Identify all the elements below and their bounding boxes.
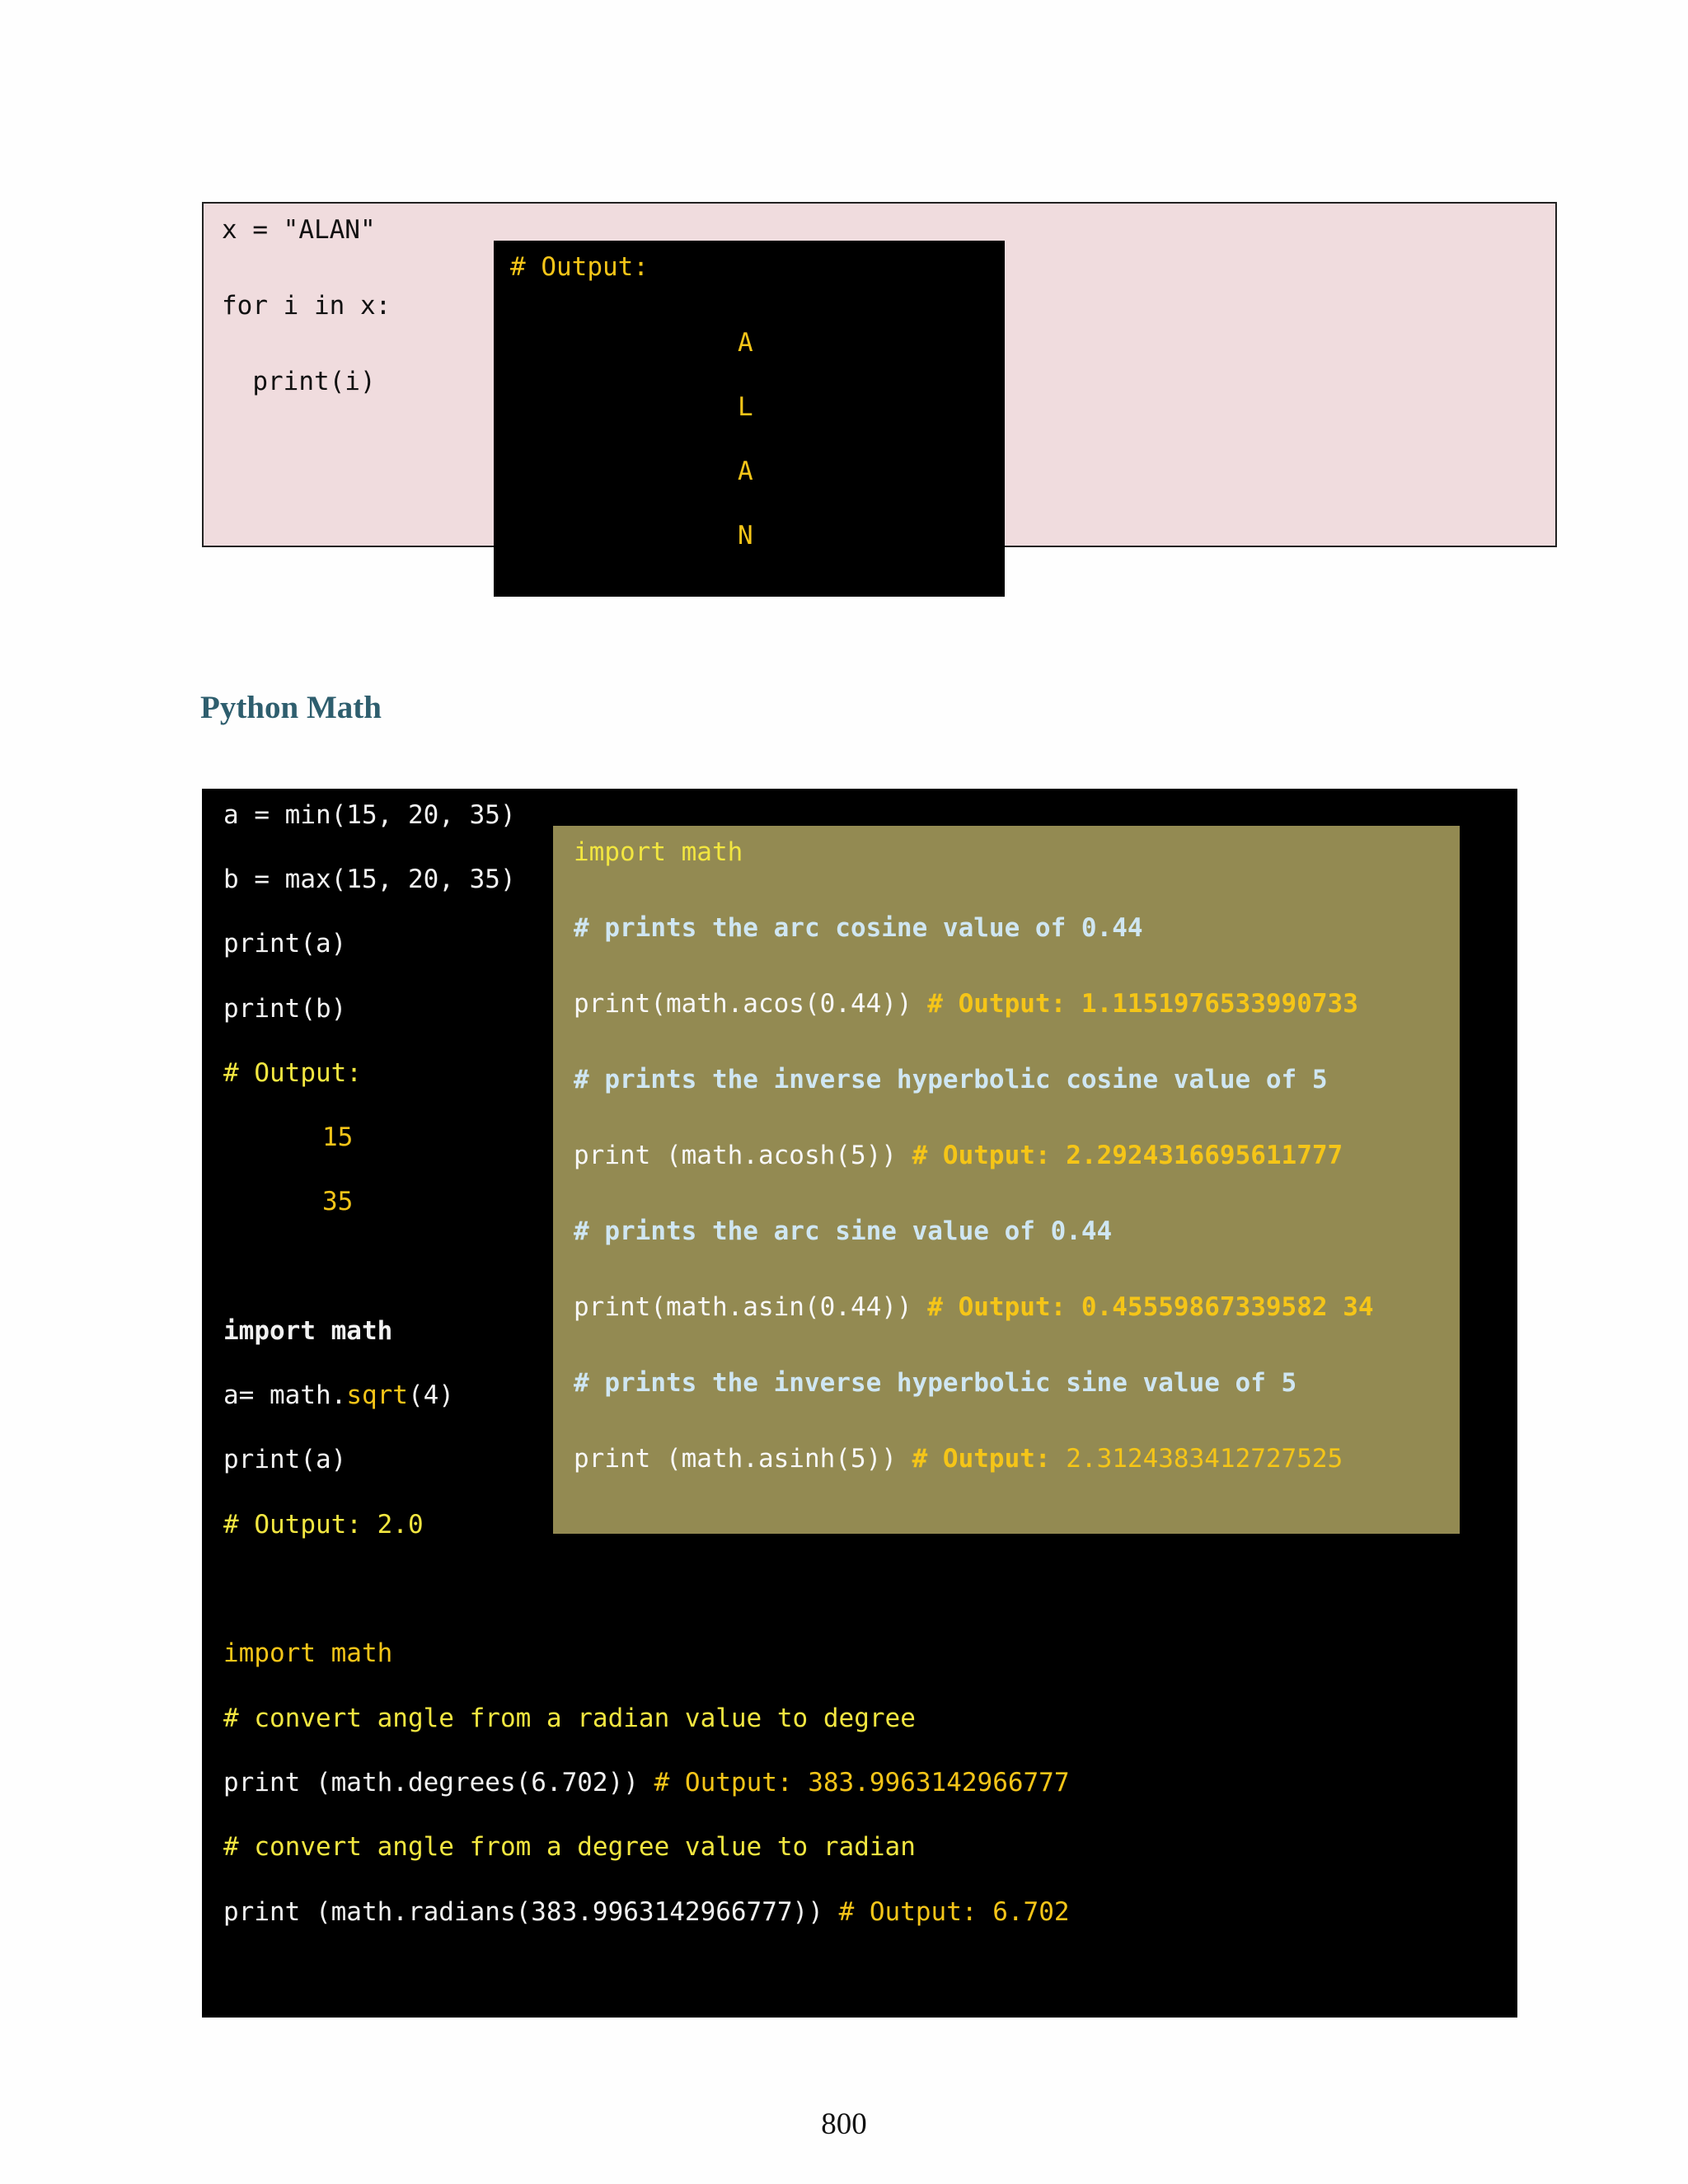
code-text: print(math.acos(0.44))	[574, 989, 912, 1019]
code-line: a = min(15, 20, 35)	[223, 800, 516, 830]
output-value: 15	[322, 1122, 354, 1152]
section-heading: Python Math	[200, 690, 382, 725]
output-char: A	[738, 328, 753, 358]
comment-line: # convert angle from a degree value to radian	[223, 1832, 916, 1862]
output-comment-label: # Output:	[912, 1444, 1051, 1474]
import-line: import math	[574, 837, 743, 867]
output-label: # Output:	[223, 1058, 362, 1088]
code-text: print (math.acosh(5))	[574, 1141, 897, 1170]
comment-line: # convert angle from a radian value to degree	[223, 1704, 916, 1733]
function-name: sqrt	[346, 1380, 408, 1410]
code-line	[223, 1380, 454, 1410]
code-line	[574, 1141, 1343, 1170]
output-comment-value: 2.3124383412727525	[1066, 1444, 1343, 1474]
comment-line: # prints the arc sine value of 0.44	[574, 1216, 1113, 1246]
code-line: print(i)	[222, 367, 376, 396]
code-line: print(a)	[223, 1445, 347, 1474]
import-line: import math	[223, 1316, 393, 1346]
comment-line: # prints the arc cosine value of 0.44	[574, 913, 1143, 943]
page-number: 800	[821, 2107, 867, 2141]
code-text: a= math.	[223, 1380, 347, 1410]
output-comment: # Output: 1.1151976533990733	[927, 989, 1358, 1019]
code-line	[574, 989, 1358, 1019]
output-comment: # Output: 6.702	[838, 1897, 1070, 1927]
code-text: print(math.asin(0.44))	[574, 1292, 912, 1322]
comment-line: # prints the inverse hyperbolic sine value of 5	[574, 1368, 1297, 1398]
output-panel	[494, 241, 1005, 597]
code-text: print (math.degrees(6.702))	[223, 1768, 639, 1797]
output-line: # Output: 2.0	[223, 1510, 424, 1540]
output-char: L	[738, 392, 753, 422]
output-comment: # Output: 2.2924316695611777	[912, 1141, 1343, 1170]
overlay-code-panel	[553, 826, 1460, 1534]
output-char: A	[738, 457, 753, 486]
code-line: b = max(15, 20, 35)	[223, 865, 516, 894]
output-char: N	[738, 521, 753, 551]
output-label: # Output:	[510, 252, 649, 282]
code-line: for i in x:	[222, 291, 392, 321]
output-value: 35	[322, 1187, 354, 1216]
code-line: x = "ALAN"	[222, 215, 376, 245]
code-line	[574, 1292, 1374, 1322]
code-line	[223, 1897, 1070, 1927]
code-text: print (math.radians(383.9963142966777))	[223, 1897, 823, 1927]
code-text: print (math.asinh(5))	[574, 1444, 897, 1474]
output-comment: # Output: 0.45559867339582 34	[927, 1292, 1374, 1322]
code-line: print(b)	[223, 994, 347, 1024]
import-line: import math	[223, 1638, 393, 1668]
code-line	[574, 1444, 1343, 1474]
code-text: (4)	[407, 1380, 454, 1410]
output-comment: # Output: 383.9963142966777	[654, 1768, 1070, 1797]
code-line: print(a)	[223, 929, 347, 958]
comment-line: # prints the inverse hyperbolic cosine value of 5	[574, 1065, 1328, 1094]
code-line	[223, 1768, 1070, 1797]
